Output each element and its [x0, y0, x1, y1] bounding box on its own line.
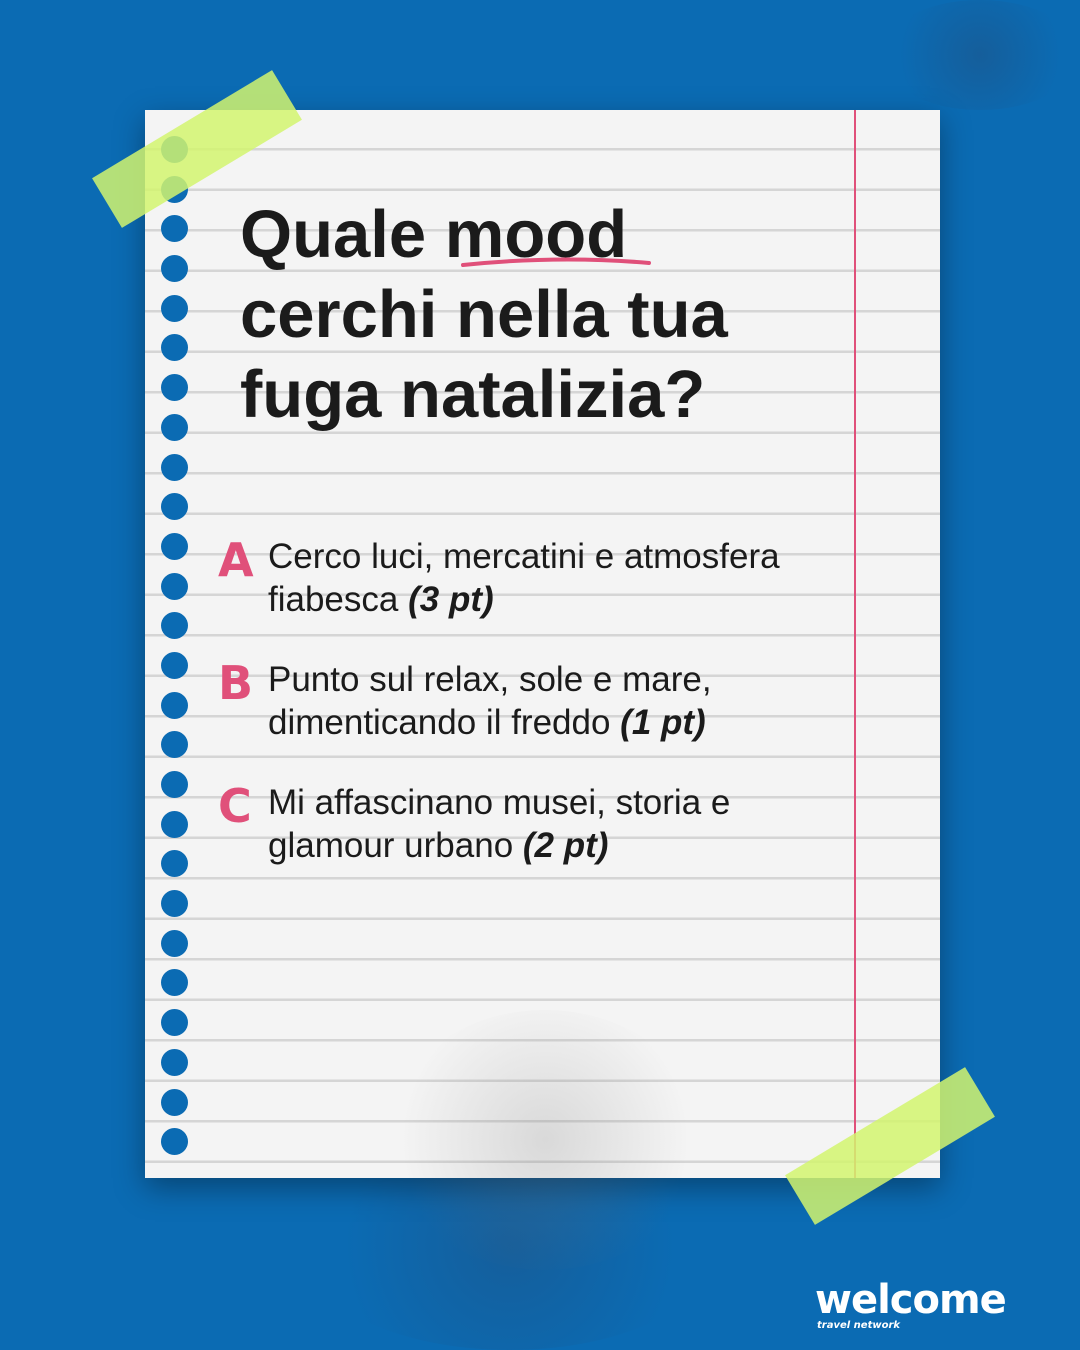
background-snowflake-blur — [880, 0, 1080, 110]
brand-name: welcome — [815, 1277, 1006, 1323]
binding-hole — [161, 493, 188, 520]
option-label: Punto sul relax, sole e mare, dimenticando il freddo — [268, 660, 712, 742]
binding-hole — [161, 652, 188, 679]
margin-line — [854, 110, 856, 1178]
option-points: (1 pt) — [620, 703, 706, 742]
binding-hole — [161, 215, 188, 242]
binding-hole — [161, 1009, 188, 1036]
title-highlight — [445, 195, 627, 275]
option-letter: C — [218, 779, 252, 833]
binding-hole — [161, 890, 188, 917]
option-letter: B — [218, 656, 254, 710]
binding-hole — [161, 850, 188, 877]
binding-hole — [161, 811, 188, 838]
binding-hole — [161, 454, 188, 481]
binding-hole — [161, 295, 188, 322]
binding-hole — [161, 334, 188, 361]
binding-hole — [161, 533, 188, 560]
option-points: (3 pt) — [408, 580, 494, 619]
option-text — [268, 535, 858, 621]
option-letter: A — [218, 533, 254, 587]
title-highlight-word: mood — [444, 197, 628, 272]
brand-tagline: travel network — [817, 1320, 901, 1331]
binding-hole — [161, 1089, 188, 1116]
option-text — [268, 658, 858, 744]
option-text — [268, 781, 858, 867]
binding-holes — [161, 136, 191, 1168]
option-label: Mi affascinano musei, storia e glamour urbano — [268, 783, 731, 865]
title-part: cerchi nella tua fuga natalizia? — [240, 277, 728, 432]
binding-hole — [161, 612, 188, 639]
binding-hole — [161, 255, 188, 282]
underline-stroke — [459, 253, 655, 273]
binding-hole — [161, 1049, 188, 1076]
option-points: (2 pt) — [522, 826, 609, 865]
page-title — [240, 195, 840, 435]
option-label: Cerco luci, mercatini e atmosfera fiabesca — [268, 537, 780, 619]
binding-hole — [161, 573, 188, 600]
binding-hole — [161, 731, 188, 758]
binding-hole — [161, 930, 188, 957]
binding-hole — [161, 969, 188, 996]
title-part: Quale — [240, 197, 445, 272]
binding-hole — [161, 771, 188, 798]
binding-hole — [161, 414, 188, 441]
binding-hole — [161, 374, 188, 401]
binding-hole — [161, 692, 188, 719]
binding-hole — [161, 1128, 188, 1155]
brand-logo — [815, 1278, 1035, 1331]
snowflake-watermark — [385, 1010, 705, 1270]
